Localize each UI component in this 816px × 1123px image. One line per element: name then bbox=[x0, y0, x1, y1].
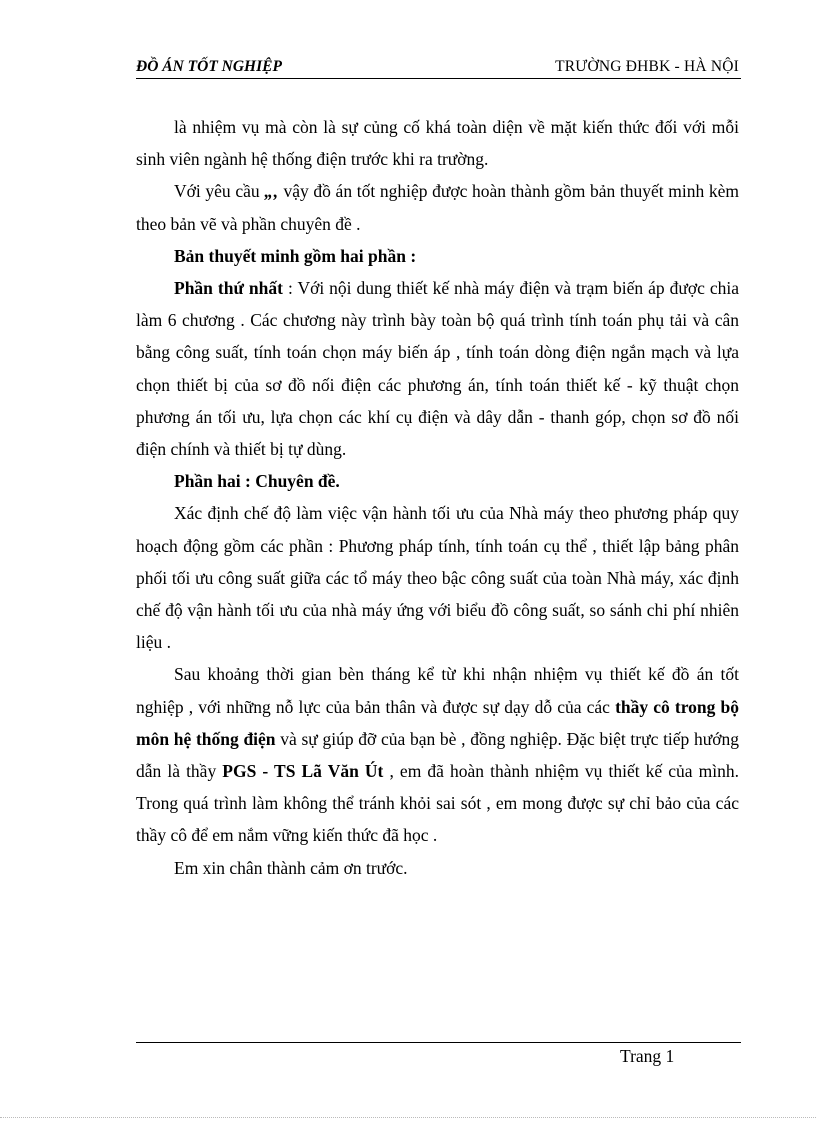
ack-text-a: Sau khoảng thời gian bèn tháng kể từ khi nhận nhiệm vụ thiết kế đồ án tốt nghiệp , với những nỗ lực của bản thân và được sự dạy dỗ của các bbox=[136, 664, 739, 717]
thesis-heading: Bản thuyết minh gồm hai phần : bbox=[174, 245, 417, 266]
paragraph-thanks: Em xin chân thành cảm ơn trước. bbox=[174, 857, 408, 878]
paragraph-part-two-heading bbox=[136, 465, 739, 497]
requirement-mark: „‚ bbox=[264, 181, 279, 202]
requirement-text-b: vậy đồ án tốt nghiệp được hoàn thành gồm bản thuyết minh kèm theo bản vẽ và phần chuyên đề . bbox=[136, 181, 740, 234]
paragraph-part-two: Xác định chế độ làm việc vận hành tối ưu của Nhà máy theo phương pháp quy hoạch động gồm các phần : Phương pháp tính, tính toán cụ thể , thiết lập bảng phân phối tối ưu công suất giữa các tổ máy theo bậc công suất của toàn Nhà máy, xác định chế độ vận hành tối ưu của nhà máy ứng với biểu đồ công suất, so sánh chi phí nhiên liệu . bbox=[136, 503, 739, 653]
paragraph-acknowledgement bbox=[136, 658, 739, 851]
page-bottom-dotted-line bbox=[0, 1117, 816, 1118]
paragraph-requirement bbox=[136, 175, 739, 239]
part-one-text: : Với nội dung thiết kế nhà máy điện và trạm biến áp được chia làm 6 chương . Các chương này trình bày toàn bộ quá trình tính toán phụ tải và cân bằng công suất, tính toán chọn máy biến áp , tính toán dòng điện ngắn mạch và lựa chọn thiết bị của sơ đồ nối điện các phương án, tính toán thiết kế - kỹ thuật chọn phương án tối ưu, lựa chọn các khí cụ điện và dây dẫn - thanh góp, chọn sơ đồ nối điện chính và thiết bị tự dùng. bbox=[136, 278, 740, 460]
part-two-heading: Phần hai : Chuyên đề. bbox=[174, 471, 340, 492]
part-one-label: Phần thứ nhất bbox=[174, 278, 283, 299]
ack-bold-advisor: PGS - TS Lã Văn Út bbox=[222, 761, 384, 782]
page-header bbox=[136, 56, 741, 79]
header-left-title: ĐỒ ÁN TỐT NGHIỆP bbox=[136, 58, 282, 75]
header-right-title: TRƯỜNG ĐHBK - HÀ NỘI bbox=[555, 58, 739, 75]
ack-bold-department: thầy cô trong bộ môn hệ thống điện bbox=[136, 696, 740, 749]
requirement-text-a: Với yêu cầu bbox=[174, 181, 260, 202]
document-body bbox=[136, 111, 739, 884]
ack-text-b: và sự giúp đỡ của bạn bè , đồng nghiệp. Đặc biệt trực tiếp hướng dẫn là thầy bbox=[136, 728, 739, 782]
paragraph-intro: là nhiệm vụ mà còn là sự củng cố khá toàn diện về mặt kiến thức đối với mỗi sinh viên ngành hệ thống điện trước khi ra trường. bbox=[136, 117, 739, 170]
paragraph-part-one bbox=[136, 272, 739, 465]
page-number: Trang 1 bbox=[620, 1046, 675, 1066]
paragraph-thesis-heading bbox=[136, 240, 739, 272]
ack-text-c: , em đã hoàn thành nhiệm vụ thiết kế của mình. Trong quá trình làm không thể tránh khỏi sai sót , em mong được sự chỉ bảo của các thầy cô để em nắm vững kiến thức đã học . bbox=[136, 761, 739, 846]
footer-divider bbox=[136, 1042, 741, 1043]
